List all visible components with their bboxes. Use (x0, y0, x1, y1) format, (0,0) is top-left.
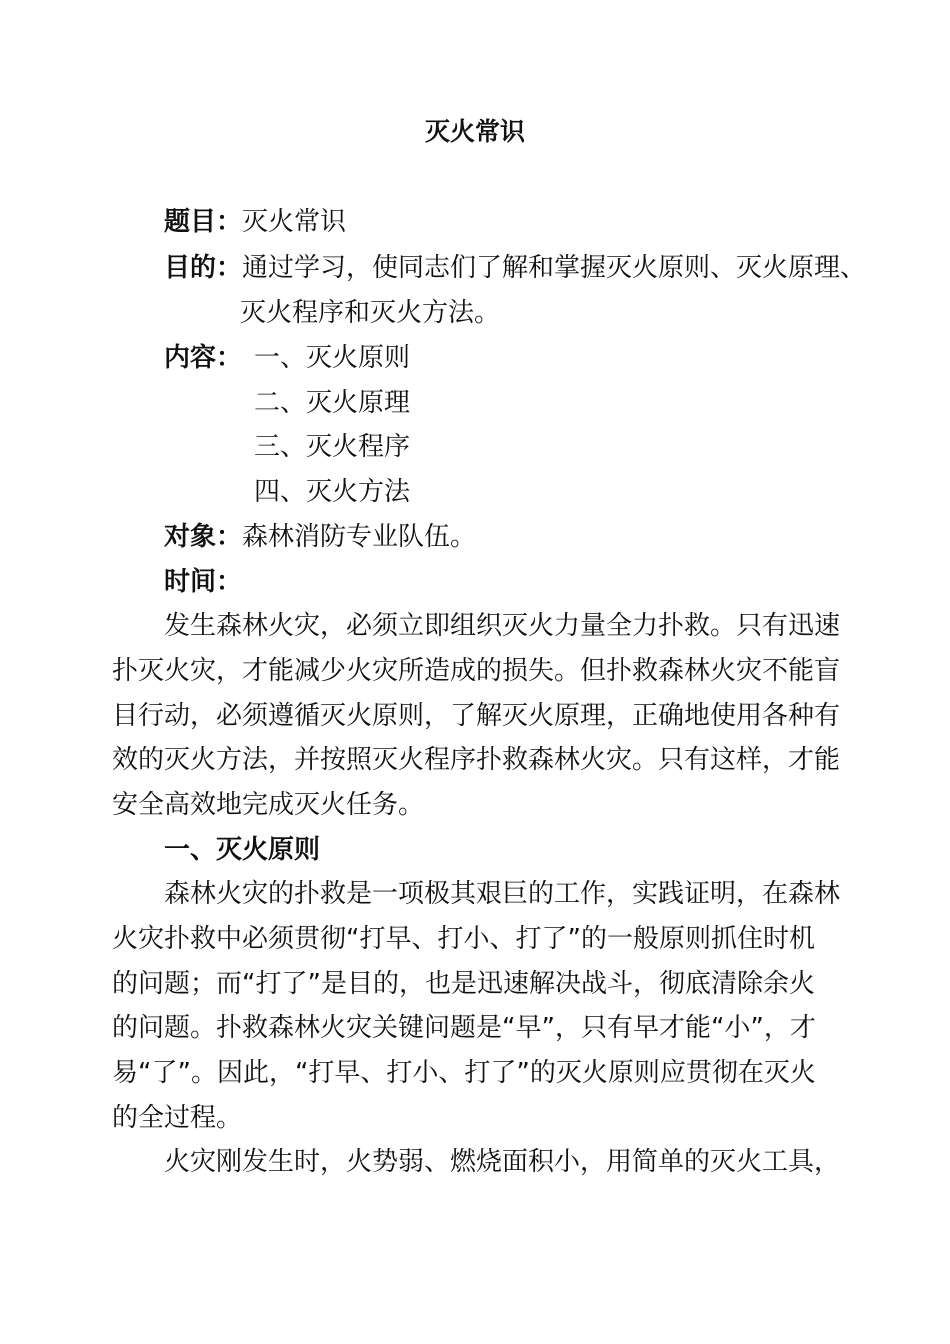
topic-row (164, 200, 346, 244)
audience-label: 对象： (164, 522, 243, 552)
purpose-row (164, 246, 866, 290)
content-label: 内容： (164, 343, 243, 373)
intro-line: 目行动，必须遵循灭火原则，了解灭火原理，正确地使用各种有 (112, 701, 841, 731)
section-heading: 一、灭火原则 (164, 835, 321, 865)
content-item: 一、灭火原则 (254, 343, 411, 373)
section1-line: 森林火灾的扑救是一项极其艰巨的工作，实践证明，在森林 (164, 879, 841, 909)
intro-line: 发生森林火灾，必须立即组织灭火力量全力扑救。只有迅速 (164, 611, 841, 641)
purpose-label: 目的： (164, 253, 243, 283)
section1-line: 火灾扑救中必须贯彻“打早、打小、打了”的一般原则抓住时机 (112, 924, 815, 954)
section1-next-line: 火灾刚发生时，火势弱、燃烧面积小，用简单的灭火工具， (164, 1147, 841, 1177)
time-label: 时间： (164, 567, 243, 597)
topic-value: 灭火常识 (242, 207, 347, 237)
topic-label: 题目： (164, 207, 243, 237)
content-item: 四、灭火方法 (254, 477, 411, 507)
intro-line: 安全高效地完成灭火任务。 (112, 790, 425, 820)
purpose-line-2: 灭火程序和灭火方法。 (240, 298, 501, 328)
document-title: 灭火常识 (424, 117, 525, 146)
section1-line: 的问题。扑救森林火灾关键问题是“早”，只有早才能“小”，才 (112, 1013, 816, 1043)
section1-line: 易“了”。因此，“打早、打小、打了”的灭火原则应贯彻在灭火 (112, 1058, 816, 1088)
section1-line: 的问题；而“打了”是目的，也是迅速解决战斗，彻底清除余火 (112, 969, 815, 999)
content-item: 三、灭火程序 (254, 432, 411, 462)
audience-row (164, 515, 476, 559)
content-item: 二、灭火原理 (254, 388, 411, 418)
time-row (164, 560, 242, 604)
audience-value: 森林消防专业队伍。 (242, 522, 477, 552)
intro-line: 效的灭火方法，并按照灭火程序扑救森林火灾。只有这样，才能 (112, 745, 841, 775)
section1-line: 的全过程。 (112, 1103, 243, 1133)
purpose-line-1: 通过学习，使同志们了解和掌握灭火原则、灭火原理、 (242, 253, 867, 283)
intro-line: 扑灭火灾，才能减少火灾所造成的损失。但扑救森林火灾不能盲 (112, 656, 841, 686)
